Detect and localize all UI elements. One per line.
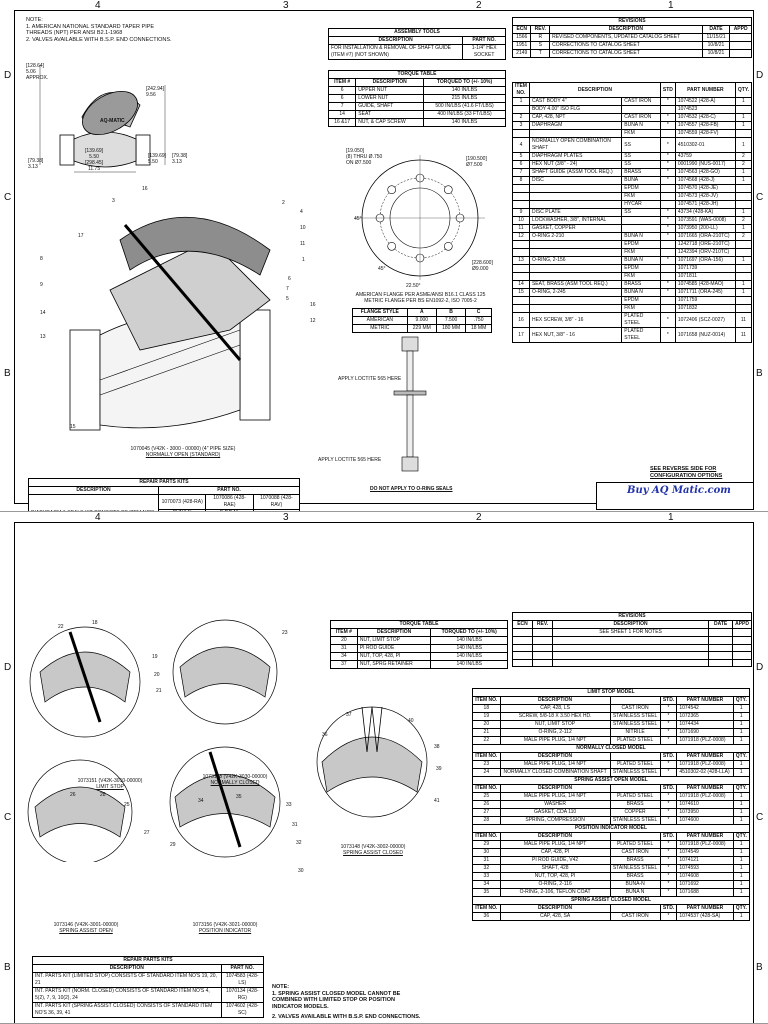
balloon: 41 xyxy=(434,798,440,804)
flange-angle: 22.50° xyxy=(406,283,421,289)
balloon: 1 xyxy=(302,257,305,263)
model-header-row: ITEM NO. DESCRIPTION STD. PART NUMBER QTY. xyxy=(473,833,750,841)
balloon: 37 xyxy=(346,712,352,718)
table-row: 33 NUT, TOP, 428, PI BRASS * 1074608 1 xyxy=(473,873,750,881)
balloon: 38 xyxy=(434,744,440,750)
table-row: 8 DISC BUNA * 1074568 (428-J) 1 xyxy=(513,177,752,185)
model-title: SPRING ASSIST OPEN MODEL xyxy=(473,777,750,785)
balloon: 19 xyxy=(152,654,158,660)
torque-table-sheet2: TORQUE TABLE ITEM # DESCRIPTION TORQUED TO (+/- 10%) 20 NUT, LIMIT STOP 140 IN/LBS 31 PI ROD GUIDE 140 IN/LBS 34 NUT, TOP, 428, PI 140 IN/LBS 37 NUT, SPRG RETAINER 140 IN/LBS xyxy=(330,620,508,669)
loctite-note: APPLY LOCTITE 565 HERE xyxy=(318,457,382,463)
zone-col: 3 xyxy=(283,0,289,11)
valve-section-drawing xyxy=(40,180,320,450)
model-header-row: ITEM NO. DESCRIPTION STD. PART NUMBER QTY. xyxy=(473,905,750,913)
balloon: 29 xyxy=(170,842,176,848)
zone-row: D xyxy=(756,70,764,81)
table-row: 5 DIAPHRAGM PLATES SS * 43759 2 xyxy=(513,153,752,161)
oring-warning: DO NOT APPLY TO O-RING SEALS xyxy=(370,486,453,492)
zone-row: C xyxy=(756,812,764,823)
table-row: 6 HEX NUT (3/8" - 24) SS * 0001990 (NUS-0017) 2 xyxy=(513,161,752,169)
table-row: 30 CAP, 428, PI CAST IRON * 1074549 1 xyxy=(473,849,750,857)
loctite-note: APPLY LOCTITE 565 HERE xyxy=(338,376,402,382)
model-title: POSITION INDICATOR MODEL xyxy=(473,825,750,833)
balloon: 9 xyxy=(40,282,43,288)
table-row: 19 SCREW, 5/8-18 X 3.50 HEX HD. STAINLESS STEEL * 1072365 1 xyxy=(473,713,750,721)
table-row: EPDM 1071739 xyxy=(513,265,752,273)
table-row: FKM 1074573 (428-JV) xyxy=(513,193,752,201)
table-row: 2 CAP, 428, NPT CAST IRON * 1074532 (428-C) 1 xyxy=(513,114,752,122)
table-row: 20 NUT, LIMIT STOP STAINLESS STEEL * 1074434 1 xyxy=(473,721,750,729)
balloon: 16 xyxy=(310,302,316,308)
balloon: 10 xyxy=(300,225,306,231)
zone-row: D xyxy=(4,662,12,673)
balloon: 32 xyxy=(296,840,302,846)
table-row: 15 O-RING, 2-245 BUNA N * 1071711 (ORA-245) 1 xyxy=(513,289,752,297)
table-row: 9 DISC PLATE SS * 43734 (428-KA) 1 xyxy=(513,209,752,217)
flange-angle: 45° xyxy=(378,266,386,272)
table-row: EPDM 1242718 (ORE-210TC) xyxy=(513,241,752,249)
table-row: 18 CAP, 428, LS CAST IRON * 1074542 1 xyxy=(473,705,750,713)
option-models-table xyxy=(472,688,750,921)
balloon: 8 xyxy=(40,256,43,262)
table-row: 17 HEX NUT, 3/8" - 16 PLATED STEEL * 1071658 (NUZ-0014) 11 xyxy=(513,328,752,343)
balloon: 31 xyxy=(292,822,298,828)
main-caption: 1070045 (V42K - 3000 - 00000) (4" PIPE SIZE) NORMALLY OPEN (STANDARD) xyxy=(130,446,236,458)
balloon: 30 xyxy=(298,868,304,874)
notes-sheet2: NOTE: 1. SPRING ASSIST CLOSED MODEL CANNOT BE COMBINED WITH LIMITED STOP OR POSITION INDICATOR MODELS. 2. VALVES AVAILABLE WITH B.S.P. END CONNECTIONS. xyxy=(272,984,421,1020)
balloon: 13 xyxy=(40,334,46,340)
table-row: 36 CAP, 428, SA CAST IRON * 1074537 (428-SA) 1 xyxy=(473,913,750,921)
revisions-table: REVISIONS ECN REV. DESCRIPTION DATE APPD 1566 R REVISED COMPONENTS, UPDATED CATALOG SHEET 11/15/21 1951 S CORRECTIONS TO CATALOG SHEET 10/8/21 2149 T CORRECTIONS TO CATALOG SHEET 10/8/21 xyxy=(512,17,752,58)
balloon: 17 xyxy=(78,233,84,239)
zone-col: 2 xyxy=(476,512,482,523)
zone-col: 1 xyxy=(668,0,674,11)
flange-caption: AMERICAN FLANGE PER ASME/ANSI B16.1 CLASS 125 METRIC FLANGE PER BS EN1092-2, ISO 7005-2 xyxy=(355,292,486,304)
balloon: 4 xyxy=(300,209,303,215)
dim-right: [139.69] 5.50 xyxy=(148,153,167,165)
model-title: NORMALLY CLOSED MODEL xyxy=(473,745,750,753)
balloon: 14 xyxy=(40,310,46,316)
table-row: 34 O-RING, 2-116 BUNA-N * 1071692 1 xyxy=(473,881,750,889)
zone-row: B xyxy=(756,962,763,973)
dim-length: [139.69] 5.50 [298.45] 11.75 xyxy=(85,148,104,172)
repair-kits-table-sheet2: REPAIR PARTS KITS DESCRIPTION PART NO. INT. PARTS KIT (LIMITED STOP) CONSISTS OF STANDARD ITEM NO'S 19, 20, 21 1074583 (428-LS) INT. PARTS KIT (NORM. CLOSED) CONSISTS OF STANDARD ITEM NO'S 4, 5(2), 7, 9, 10(2), 24 1070134 (428-RG) INT. PARTS KIT (SPRING ASSIST CLOSED) CONSISTS OF STANDARD ITEM NO'S 36, 39, 41 1074602 (428-SC) xyxy=(32,956,264,1018)
balloon: 3 xyxy=(112,198,115,204)
flange-angle: 45° xyxy=(354,216,362,222)
table-row: 23 MALE PIPE PLUG, 1/4 NPT PLATED STEEL * 1071918 (PLZ-0008) 1 xyxy=(473,761,750,769)
table-row: 16 HEX SCREW, 3/8" - 16 PLATED STEEL * 1072406 (SCZ-0027) 11 xyxy=(513,313,752,328)
detail-drawings xyxy=(25,612,355,862)
balloon: 40 xyxy=(408,718,414,724)
model-header-row: ITEM NO. DESCRIPTION STD. PART NUMBER QTY. xyxy=(473,753,750,761)
zone-row: D xyxy=(756,662,764,673)
revisions-table-sheet2: REVISIONS ECN REV. DESCRIPTION DATE APPD SEE SHEET 1 FOR NOTES xyxy=(512,612,752,667)
table-row: 13 O-RING, 2-156 BUNA N * 1071697 (ORA-156) 1 xyxy=(513,257,752,265)
table-row: 31 PI ROD GUIDE, V42 BRASS * 1074121 1 xyxy=(473,857,750,865)
zone-row: D xyxy=(4,70,12,81)
table-row: 25 MALE PIPE PLUG, 1/4 NPT PLATED STEEL * 1071918 (PLZ-0008) 1 xyxy=(473,793,750,801)
table-row: 32 SHAFT, 428 STAINLESS STEEL * 1074593 1 xyxy=(473,865,750,873)
balloon: 23 xyxy=(282,630,288,636)
zone-col: 2 xyxy=(476,0,482,11)
dim-height-approx: [128.64] 5.06 APPROX. xyxy=(26,63,49,81)
catalog-sheet-2 xyxy=(0,512,768,1024)
table-row: 11 GASKET, COPPER * 1073950 (200-LL) 1 xyxy=(513,225,752,233)
balloon: 35 xyxy=(236,794,242,800)
model-header-row: ITEM NO. DESCRIPTION STD. PART NUMBER QTY. xyxy=(473,697,750,705)
flange-dim-holes: [19.050] (8) THRU Ø.750 ON Ø7.500 xyxy=(346,148,383,166)
notes: NOTE: 1. AMERICAN NATIONAL STANDARD TAPER PIPE THREADS (NPT) PER ANSI B2.1-1968 2. VALVES AVAILABLE WITH B.S.P. END CONNECTIONS. xyxy=(26,17,172,43)
valve-mark: AQ-MATIC xyxy=(100,118,125,124)
buyaqmatic-logo: Buy AQ Matic.com xyxy=(627,485,731,496)
table-row: 28 SPRING, COMPRESSION STAINLESS STEEL * 1074600 1 xyxy=(473,817,750,825)
detail-caption-spring-assist-open: 1073146 (V42K-3001-00000) SPRING ASSIST OPEN xyxy=(53,922,119,934)
balloon: 12 xyxy=(310,318,316,324)
balloon: 34 xyxy=(198,798,204,804)
zone-col: 1 xyxy=(668,512,674,523)
balloon: 20 xyxy=(154,672,160,678)
detail-caption-limit-stop: 1073151 (V42K-3010-00000) LIMIT STOP xyxy=(77,778,143,790)
table-row: FKM 1071832 xyxy=(513,305,752,313)
assembly-tools-table: ASSEMBLY TOOLS DESCRIPTION PART NO. FOR INSTALLATION & REMOVAL OF SHAFT GUIDE (ITEM #7) (NOT SHOWN) 1-1/4" HEX SOCKET xyxy=(328,28,506,60)
spring-assist-closed-drawing xyxy=(312,702,442,832)
table-row: 22 MALE PIPE PLUG, 1/4 NPT PLATED STEEL * 1071918 (PLZ-0008) 1 xyxy=(473,737,750,745)
balloon: 36 xyxy=(322,732,328,738)
balloon: 11 xyxy=(300,241,306,247)
reverse-note: SEE REVERSE SIDE FOR CONFIGURATION OPTIONS xyxy=(650,466,723,479)
table-row: FKM 1071811 xyxy=(513,273,752,281)
table-row: 7 SHAFT GUIDE (ASSM TOOL REQ.) BRASS * 1074563 (428-GO) 1 xyxy=(513,169,752,177)
table-row: 24 NORMALLY CLOSED COMBINATION SHAFT STAINLESS STEEL * 4510302-02 (428-LLA) 1 xyxy=(473,769,750,777)
zone-row: B xyxy=(756,368,763,379)
balloon: 27 xyxy=(144,830,150,836)
title-block xyxy=(596,482,754,510)
zone-row: C xyxy=(4,192,12,203)
table-row: EPDM 1074570 (428-JE) xyxy=(513,185,752,193)
parts-list-table: ITEM NO. DESCRIPTION STD PART NUMBER QTY. 1 CAST BODY 4" CAST IRON * 1074522 (428-A) 1 BODY 4.00" ISO FLG 1074523 2 CAP, 428, NPT CAST IRON * 1074532 (428-C) 1 3 DIAPHRAGM BUNA N * 1074557 (428-FB) 1 FKM 1074559 (428-FV) 4 NORMALLY OPEN COMBINATION SHAFT SS * 4510302-01 1 5 DIAPHRAGM PLATES SS * 43759 2 6 HEX NUT (3/8" - 24) SS * 0001990 (NUS-0017) 2 7 SHAFT GUIDE (ASSM TOOL REQ.) BRASS * 1074563 (428-GO) 1 8 DISC BUNA * 1074568 (428-J) 1 EPDM 1074570 (428-JE) FKM 1074573 (428-JV) HYCAR 1074571 (428-JH) 9 DISC PLATE SS * 43734 (428-KA) 1 10 LOCKWASHER, 3/8", INTERNAL * 1073591 (WAS-0008) 2 11 GASKET, COPPER * 1073950 (200-LL) 1 12 O-RING 2-210 BUNA N * 1071665 (ORA-210TC) 2 EPDM 1242718 (ORE-210TC) FKM 1242394 (ORV-210TC) 13 O-RING, 2-156 BUNA N * 1071697 (ORA-156) 1 EPDM 1071739 FKM 1071811 14 SEAT, BRASS (ASM TOOL REQ.) BRASS * 1074585 (428-MAO) 1 15 O-RING, 2-245 BUNA N * 1071711 (ORA-245) 1 EPDM 1071759 FKM 1071832 16 HEX SCREW, 3/8" - 16 PLATED STEEL * 1072406 (SCZ-0027) 11 17 HEX NUT, 3/8" - 16 PLATED STEEL * 1071658 (NUZ-0014) 11 xyxy=(512,82,752,343)
detail-caption-position-indicator: 1073156 (V42K-3021-00000) POSITION INDICATOR xyxy=(192,922,258,934)
dim-height: [242.94] 9.56 xyxy=(146,86,165,98)
flange-style-table: FLANGE STYLE A B C AMERICAN 9.000 7.500 .750 METRIC 229 MM 180 MM 18 MM xyxy=(352,308,492,333)
table-row: 12 O-RING 2-210 BUNA N * 1071665 (ORA-210TC) 2 xyxy=(513,233,752,241)
balloon: 22 xyxy=(58,624,64,630)
option-models-body xyxy=(473,689,750,921)
balloon: 15 xyxy=(70,424,76,430)
table-row: 3 DIAPHRAGM BUNA N * 1074557 (428-FB) 1 xyxy=(513,122,752,130)
flange-dim-bolt-circle: [190.500] Ø7.500 xyxy=(466,156,487,168)
table-row: HYCAR 1074571 (428-JH) xyxy=(513,201,752,209)
zone-col: 4 xyxy=(95,512,101,523)
balloon: 21 xyxy=(156,688,162,694)
table-row: 26 WASHER BRASS * 1074610 1 xyxy=(473,801,750,809)
table-row: 14 SEAT, BRASS (ASM TOOL REQ.) BRASS * 1074585 (428-MAO) 1 xyxy=(513,281,752,289)
table-row: 35 O-RING, 2-106, TEFLON COAT BUNA N * 1071688 1 xyxy=(473,889,750,897)
repair-kits-table: REPAIR PARTS KITS DESCRIPTION PART NO. 1070073 (428-RA) 1070086 (428-RAE) 1070088 (428-RAV) xyxy=(28,478,300,512)
detail-caption-spring-assist-closed: 1073148 (V42K-3002-00000) SPRING ASSIST CLOSED xyxy=(340,844,406,856)
table-row: 1 CAST BODY 4" CAST IRON * 1074522 (428-A) 1 xyxy=(513,98,752,106)
balloon: 5 xyxy=(286,296,289,302)
table-row: FKM 1074559 (428-FV) xyxy=(513,130,752,138)
balloon: 28 xyxy=(100,792,106,798)
model-title: SPRING ASSIST CLOSED MODEL xyxy=(473,897,750,905)
detail-caption-normally-closed: 1073158 (V42K-3030-00000) NORMALLY CLOSED xyxy=(202,774,268,786)
table-row: 29 MALE PIPE PLUG, 1/4 NPT PLATED STEEL * 1071918 (PLZ-0008) 1 xyxy=(473,841,750,849)
dim-left-flange: [79.38] 3.13 xyxy=(28,158,44,170)
model-title: LIMIT STOP MODEL xyxy=(473,689,750,697)
table-row: BODY 4.00" ISO FLG 1074523 xyxy=(513,106,752,114)
zone-row: B xyxy=(4,368,11,379)
table-row: EPDM 1071759 xyxy=(513,297,752,305)
parts-list-body xyxy=(513,98,752,343)
balloon: 18 xyxy=(92,620,98,626)
balloon: 16 xyxy=(142,186,148,192)
table-row: 21 O-RING, 2-112 NITRILE * 1071690 1 xyxy=(473,729,750,737)
model-header-row: ITEM NO. DESCRIPTION STD. PART NUMBER QTY. xyxy=(473,785,750,793)
flange-dim-od: [228.600] Ø9.000 xyxy=(472,260,493,272)
balloon: 26 xyxy=(70,792,76,798)
shaft-drawing xyxy=(390,335,430,480)
zone-row: C xyxy=(4,812,12,823)
torque-table: TORQUE TABLE ITEM # DESCRIPTION TORQUED TO (+/- 10%) 6 UPPER NUT 140 IN/LBS 6 LOWER NUT 215 IN/LBS 7 GUIDE, SHAFT 500 IN/LBS (41.6 FT/LBS) 14 SEAT 400 IN/LBS (33 FT/LBS) 16 &17 NUT, & CAP SCREW 140 IN/LBS xyxy=(328,70,506,127)
balloon: 2 xyxy=(282,200,285,206)
balloon: 39 xyxy=(436,766,442,772)
zone-row: C xyxy=(756,192,764,203)
balloon: 7 xyxy=(286,286,289,292)
dim-right-flange: [79.38] 3.13 xyxy=(172,153,188,165)
balloon: 6 xyxy=(288,276,291,282)
balloon: 25 xyxy=(124,802,130,808)
table-row: FKM 1242394 (ORV-210TC) xyxy=(513,249,752,257)
table-row: 10 LOCKWASHER, 3/8", INTERNAL * 1073591 (WAS-0008) 2 xyxy=(513,217,752,225)
zone-col: 4 xyxy=(95,0,101,11)
table-row: 27 GASKET, CDA 110 COPPER * 1073950 1 xyxy=(473,809,750,817)
balloon: 33 xyxy=(286,802,292,808)
zone-row: B xyxy=(4,962,11,973)
table-row: 4 NORMALLY OPEN COMBINATION SHAFT SS * 4510302-01 1 xyxy=(513,138,752,153)
zone-col: 3 xyxy=(283,512,289,523)
